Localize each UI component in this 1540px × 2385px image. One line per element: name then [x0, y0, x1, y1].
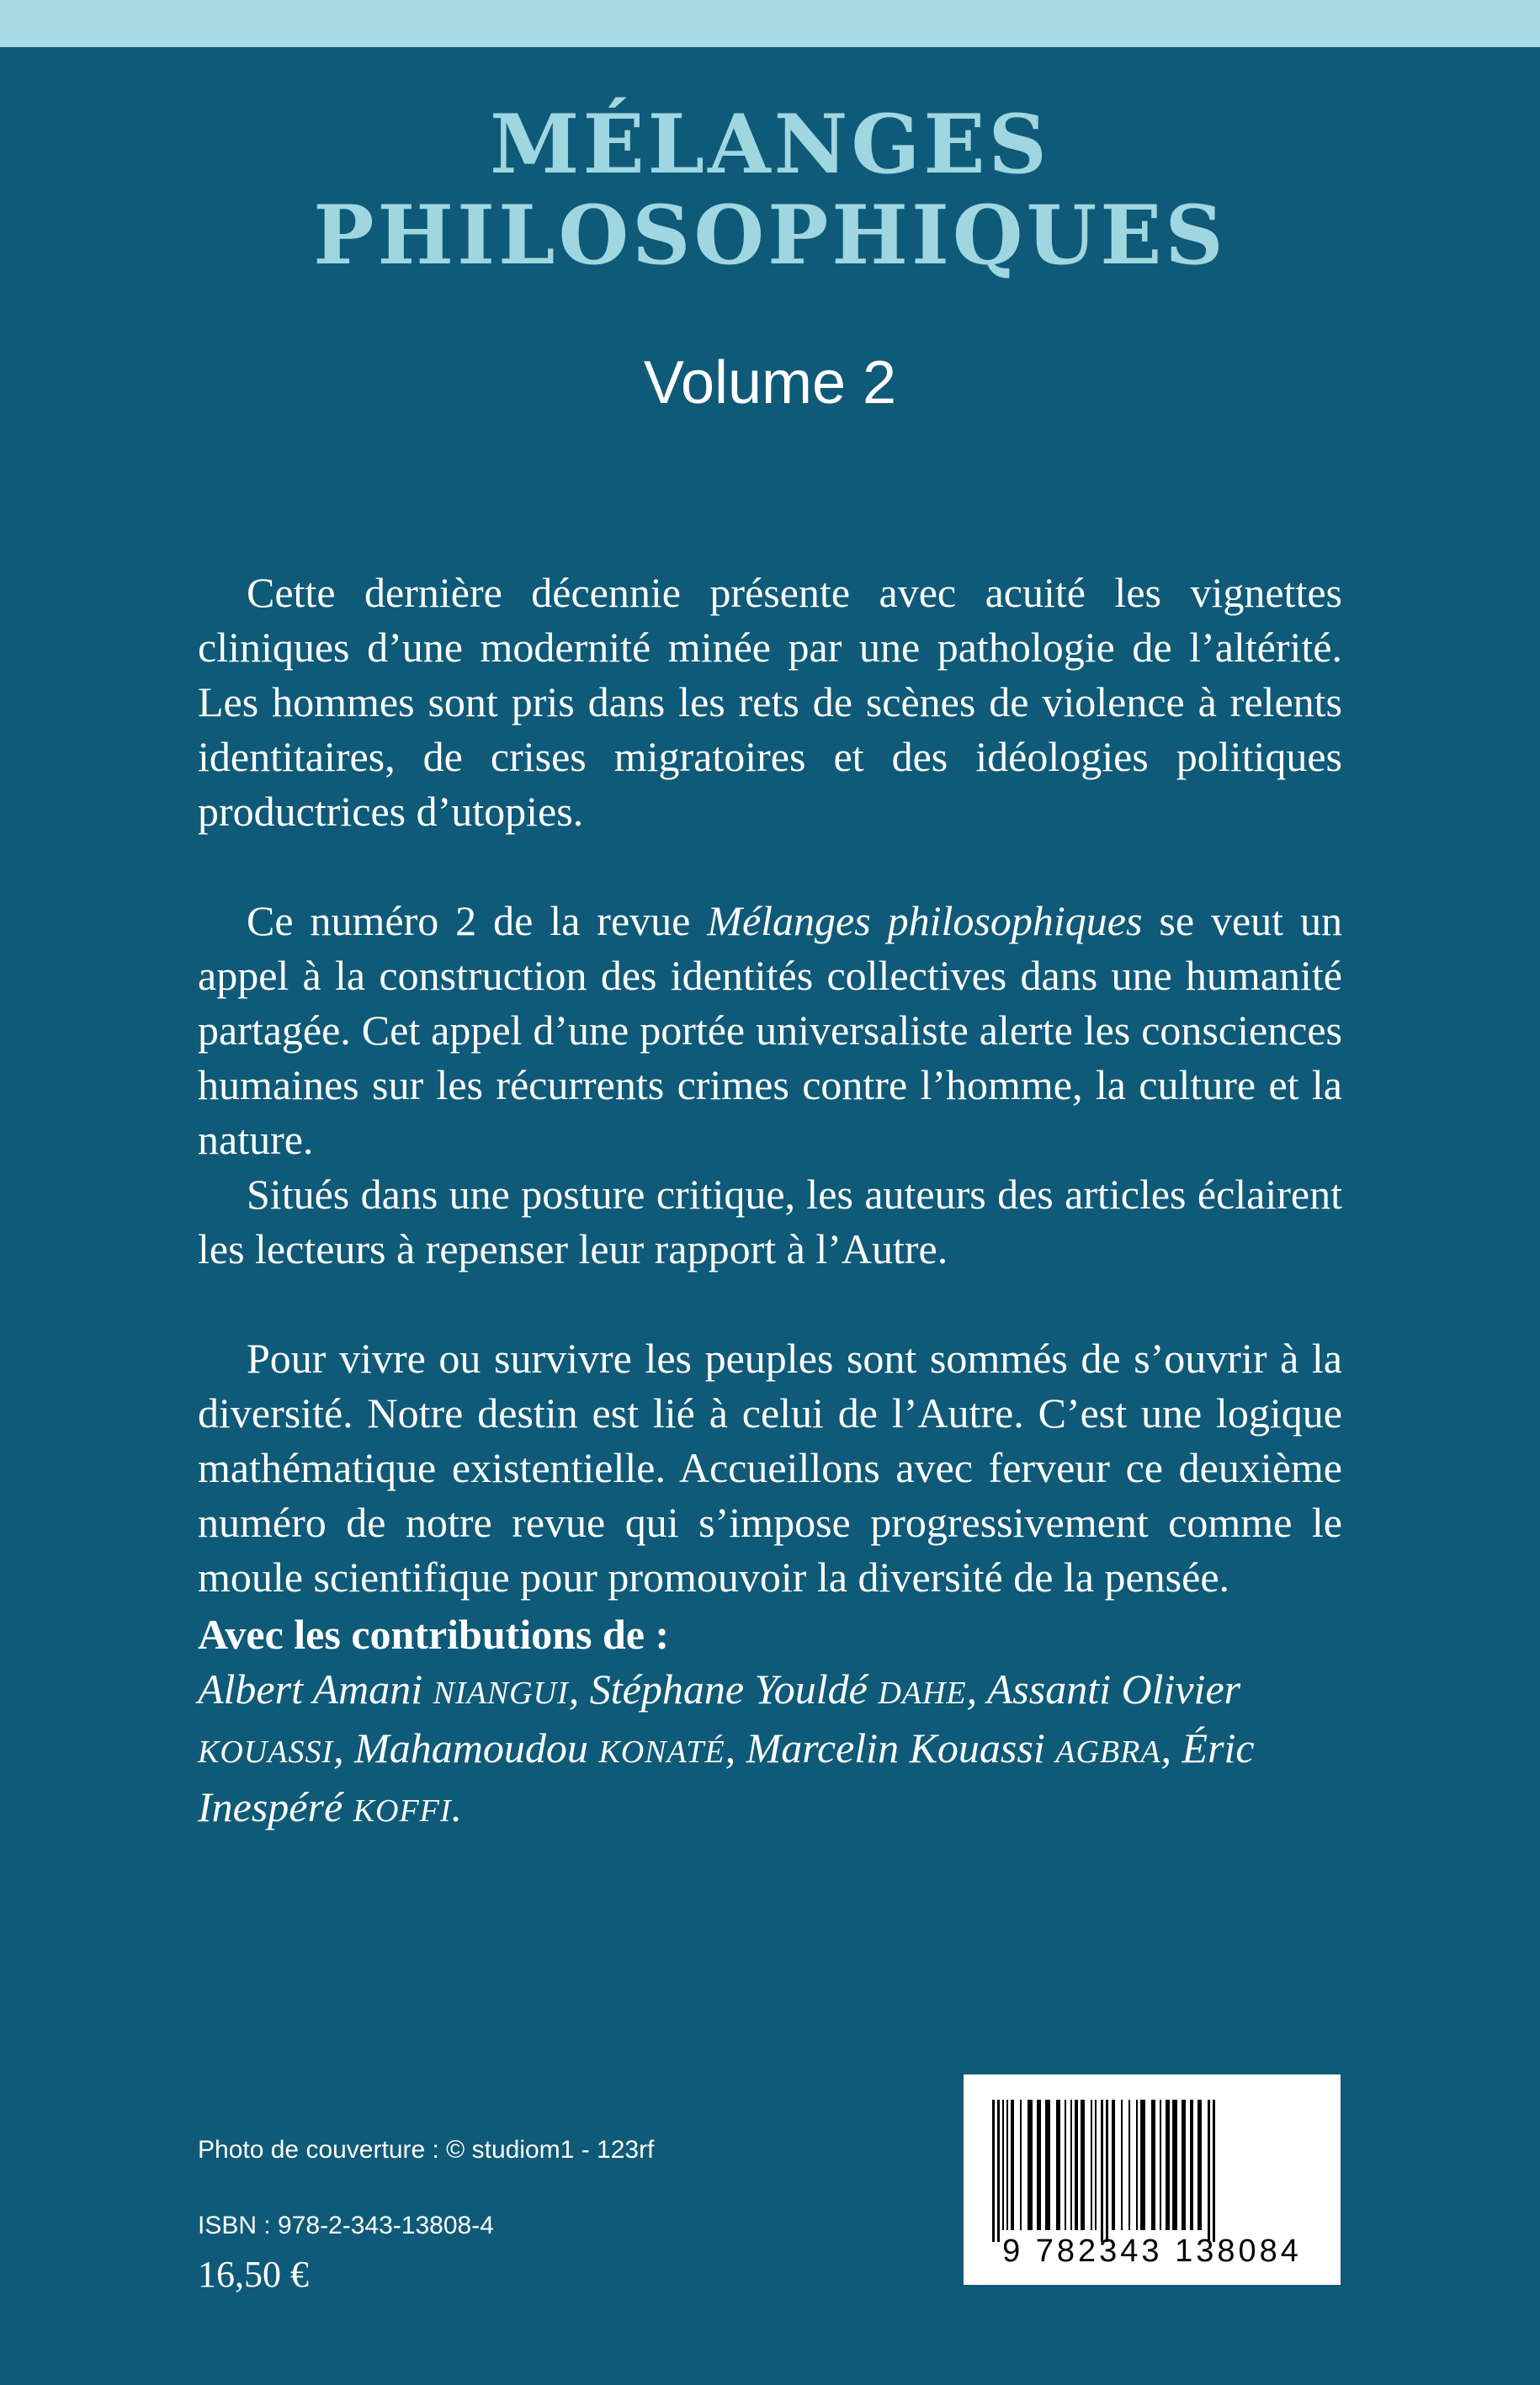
- barcode-bar: [1121, 2100, 1123, 2230]
- isbn: ISBN : 978-2-343-13808-4: [198, 2212, 494, 2239]
- author-first-name: Marcelin Kouassi: [746, 1724, 1056, 1771]
- barcode-bar: [1128, 2100, 1130, 2230]
- author-last-name: KONATÉ: [598, 1734, 725, 1770]
- author-last-name: KOUASSI: [198, 1734, 334, 1770]
- blurb-paragraph-2: [198, 894, 1342, 1167]
- contributors-list: [198, 1662, 1342, 1839]
- barcode-bar: [1095, 2100, 1097, 2230]
- barcode-bar: [1190, 2100, 1193, 2230]
- barcode-digits: 9 782343 138084: [1002, 2234, 1302, 2269]
- barcode-bar: [1011, 2100, 1014, 2230]
- barcode-bar: [997, 2100, 1000, 2242]
- blurb-paragraph-4: Pour vivre ou survivre les peuples sont sommés de s’ouvrir à la diversité. Notre destin est lié à celui de l’Autre. C’est une logique mathématique existentielle. Accueillons avec ferveur ce deuxième numéro de notre revue qui s’impose progressivement comme le moule scientifique pour promouvoir la diversité de la pensée.: [198, 1335, 1342, 1601]
- journal-title: Mélanges philosophiques: [707, 897, 1143, 944]
- blurb-paragraph-1: Cette dernière décennie présente avec acuité les vignettes cliniques d’une modernité minée par une pathologie de l’altérité. Les hommes sont pris dans les rets de scènes de violence à relents identitaires, de crises migratoires et des idéologies politiques productrices d’utopies.: [198, 569, 1342, 835]
- barcode-bar: [1213, 2100, 1215, 2242]
- barcode-bar: [1136, 2100, 1138, 2230]
- author-separator: ,: [725, 1724, 746, 1771]
- author-separator: .: [451, 1783, 463, 1830]
- barcode-bar: [1172, 2100, 1177, 2230]
- barcode-bar: [1028, 2100, 1033, 2230]
- author-separator: ,: [568, 1665, 590, 1713]
- barcode-bar: [1160, 2100, 1161, 2230]
- barcode-bar: [1101, 2100, 1103, 2242]
- barcode: [964, 2074, 1341, 2285]
- barcode-bar: [1151, 2100, 1155, 2230]
- barcode-bar: [1106, 2100, 1108, 2242]
- author-separator: ,: [333, 1724, 355, 1771]
- author-last-name: NIANGUI: [433, 1676, 569, 1711]
- author-last-name: AGBRA: [1055, 1734, 1161, 1770]
- blurb: [198, 566, 1342, 1605]
- author-first-name: Mahamoudou: [354, 1724, 599, 1771]
- title-line-1: MÉLANGES: [490, 97, 1050, 192]
- author-last-name: KOFFI: [353, 1793, 452, 1829]
- barcode-bar: [1081, 2100, 1085, 2230]
- blurb-p2-end: se veut un appel à la construction des identités collectives dans une humanité partagée. Cet appel d’une portée universaliste alerte les consciences humaines sur les récurrents crimes contre l’homme, la culture et la nature.: [198, 897, 1343, 1163]
- author-separator: ,: [966, 1665, 987, 1713]
- blurb-paragraph-3: Situés dans une posture critique, les auteurs des articles éclairent les lecteurs à repenser leur rapport à l’Autre.: [198, 1171, 1342, 1272]
- title-line-2: PHILOSOPHIQUES: [313, 188, 1227, 283]
- author-last-name: DAHE: [878, 1676, 967, 1711]
- barcode-bar: [1197, 2100, 1202, 2230]
- barcode-bar: [1065, 2100, 1066, 2230]
- barcode-bar: [1045, 2100, 1050, 2230]
- barcode-bar: [1020, 2100, 1022, 2230]
- price: 16,50 €: [198, 2254, 309, 2295]
- photo-credit: Photo de couverture : © studiom1 - 123rf: [198, 2136, 655, 2164]
- barcode-bar: [1002, 2100, 1004, 2230]
- volume-subtitle: Volume 2: [643, 349, 897, 417]
- barcode-bar: [1075, 2100, 1078, 2230]
- author-first-name: Assanti Olivier: [986, 1665, 1241, 1713]
- barcode-bar: [992, 2100, 995, 2242]
- author-separator: ,: [1160, 1724, 1182, 1771]
- barcode-bar: [1182, 2100, 1186, 2230]
- contributions-heading: Avec les contributions de :: [198, 1611, 670, 1658]
- barcode-bar: [1037, 2100, 1041, 2230]
- author-first-name: Stéphane Youldé: [589, 1665, 879, 1713]
- barcode-bar: [1112, 2100, 1115, 2230]
- barcode-bar: [1140, 2100, 1145, 2230]
- blurb-p2-start: Ce numéro 2 de la revue: [247, 897, 708, 944]
- barcode-bar: [1091, 2100, 1092, 2230]
- barcode-bar: [1208, 2100, 1210, 2242]
- barcode-bar: [1166, 2100, 1170, 2230]
- author-first-name: Albert Amani: [198, 1665, 433, 1713]
- book-title: [0, 99, 1540, 281]
- barcode-bar: [1006, 2100, 1008, 2230]
- barcode-bar: [1056, 2100, 1060, 2230]
- top-color-strip: [0, 0, 1540, 47]
- contributions: [198, 1607, 1342, 1839]
- author-first-name: Éric Inespéré: [198, 1724, 1255, 1830]
- barcode-bar: [1070, 2100, 1072, 2230]
